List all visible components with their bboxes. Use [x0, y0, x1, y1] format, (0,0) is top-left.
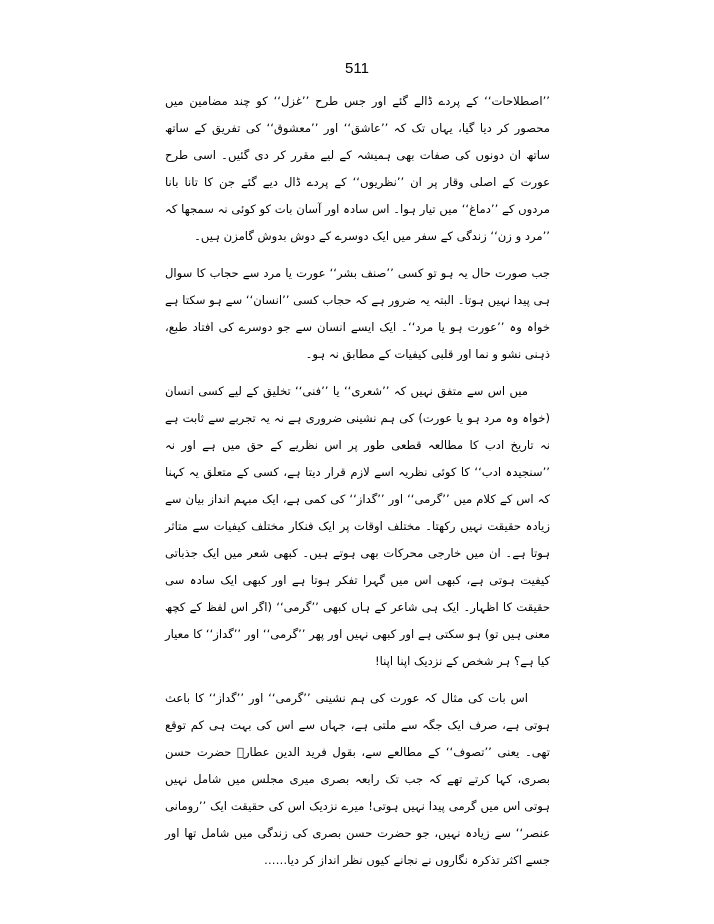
paragraph: ’’اصطلاحات‘‘ کے پردے ڈالے گئے اور جس طرح ’’غزل‘‘ کو چند مضامین میں محصور کر دیا گیا، یہاں تک کہ ’’عاشق‘‘ اور ’’معشوق‘‘ کی تفریق کے ساتھ ساتھ ان دونوں کی صفات بھی ہمیشہ کے لیے مقرر کر دی گئیں۔ اسی طرح عورت کے اصلی وقار پر ان ’’نظریوں‘‘ کے پردے ڈال دیے گئے جن کا تانا بانا مردوں کے ’’دماغ‘‘ میں تیار ہوا۔ اس سادہ اور آسان بات کو کوئی نہ سمجھا کہ ’’مرد و زن‘‘ زندگی کے سفر میں ایک دوسرے کے دوش بدوش گامزن ہیں۔ [165, 94, 550, 243]
page-number: 511 [345, 60, 369, 77]
page-body [165, 88, 550, 874]
paragraph: جب صورت حال یہ ہو تو کسی ’’صنف بشر‘‘ عورت یا مرد سے حجاب کا سوال ہی پیدا نہیں ہوتا۔ البتہ یہ ضرور ہے کہ حجاب کسی ’’انسان‘‘ سے ہو سکتا ہے خواہ وہ ’’عورت ہو یا مرد‘‘۔ ایک ایسے انسان سے جو دوسرے کی افتاد طبع، ذہنی نشو و نما اور قلبی کیفیات کے مطابق نہ ہو۔ [165, 266, 550, 361]
paragraph: اس بات کی مثال کہ عورت کی ہم نشینی ’’گرمی‘‘ اور ’’گداز‘‘ کا باعث ہوتی ہے، صرف ایک جگہ سے ملتی ہے، جہاں سے اس کی بہت ہی کم توقع تھی۔ یعنی ’’تصوف‘‘ کے مطالعے سے، بقول فرید الدین عطارؒ حضرت حسن بصری، کہا کرتے تھے کہ جب تک رابعہ بصری میری مجلس میں شامل نہیں ہوتی اس میں گرمی پیدا نہیں ہوتی! میرے نزدیک اس کی حقیقت ایک ’’رومانی عنصر‘‘ سے زیادہ نہیں، جو حضرت حسن بصری کی زندگی میں شامل تھا اور جسے اکثر تذکرہ نگاروں نے نجانے کیوں نظر انداز کر دیا…… [165, 691, 550, 867]
paragraph: میں اس سے متفق نہیں کہ ’’شعری‘‘ یا ’’فنی‘‘ تخلیق کے لیے کسی انسان (خواہ وہ مرد ہو یا عورت) کی ہم نشینی ضروری ہے نہ یہ تجربے سے ثابت ہے نہ تاریخ ادب کا مطالعہ قطعی طور پر اس نظریے کے حق میں ہے اور نہ ’’سنجیدہ ادب‘‘ کا کوئی نظریہ اسے لازم قرار دیتا ہے، کسی کے متعلق یہ کہنا کہ اس کے کلام میں ’’گرمی‘‘ اور ’’گداز‘‘ کی کمی ہے، ایک مبہم انداز بیان سے زیادہ حقیقت نہیں رکھتا۔ مختلف اوقات پر ایک فنکار مختلف کیفیات سے متاثر ہوتا ہے۔ ان میں خارجی محرکات بھی ہوتے ہیں۔ کبھی شعر میں ایک جذباتی کیفیت ہوتی ہے، کبھی اس میں گہرا تفکر ہوتا ہے اور کبھی ایک سادہ سی حقیقت کا اظہار۔ ایک ہی شاعر کے ہاں کبھی ’’گرمی‘‘ (اگر اس لفظ کے کچھ معنی ہیں تو) ہو سکتی ہے اور کبھی نہیں اور پھر ’’گرمی‘‘ اور ’’گداز‘‘ کا معیار کیا ہے؟ ہر شخص کے نزدیک اپنا اپنا! [165, 384, 550, 668]
